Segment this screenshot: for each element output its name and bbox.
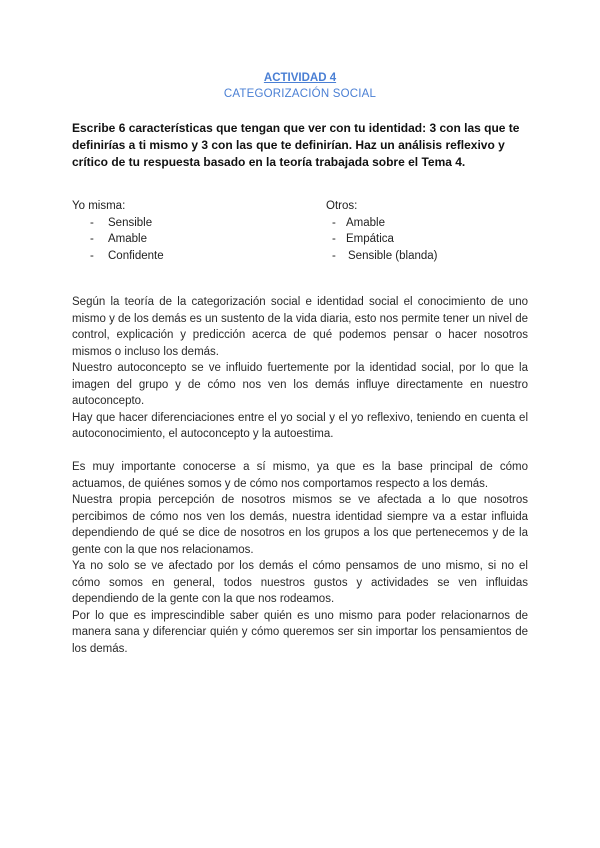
paragraph: Nuestra propia percepción de nosotros mismos se ve afectada a lo que nosotros percibimos de cómo nos ven los demás, nuestra identidad siempre va a estar influida dependiendo de qué se dice de nosotros en los grupos a los que pertenecemos y de la gente con la que nos relacionamos. [72,494,528,556]
paragraph: Hay que hacer diferenciaciones entre el yo social y el yo reflexivo, teniendo en cuenta el autoconocimiento, el autoconcepto y la autoestima. [72,411,528,440]
otros-heading: Otros: [326,200,358,212]
analysis-body [72,294,528,657]
list-item: - Amable [332,216,385,229]
activity-title: ACTIVIDAD 4 [263,72,337,84]
activity-subtitle: CATEGORIZACIÓN SOCIAL [223,88,377,100]
list-item: - Sensible [90,216,153,229]
list-item: - Empática [332,233,394,245]
list-item: - Sensible (blanda) [332,249,438,262]
characteristics-columns [72,198,528,268]
otros-list [326,215,526,265]
paragraph: Nuestro autoconcepto se ve influido fuertemente por la identidad social, por lo que la imagen del grupo y de cómo nos ven los demás influye directamente en nuestro autoconcepto. [72,362,528,407]
yo-misma-heading: Yo misma: [72,200,126,212]
list-item: - Confidente [90,249,164,262]
yo-misma-list [72,215,322,265]
document-header [0,70,600,102]
paragraph: Por lo que es imprescindible saber quién es uno mismo para poder relacionarnos de manera sana y diferenciar quién y cómo queremos ser sin importar los pensamientos de los demás. [72,609,528,655]
list-item: - Amable [90,233,147,245]
otros-column [326,198,526,264]
paragraph: Es muy importante conocerse a sí mismo, ya que es la base principal de cómo actuamos, de quiénes somos y de cómo nos comportamos respecto a los demás. [72,461,528,490]
paragraph: Ya no solo se ve afectado por los demás el cómo pensamos de uno mismo, si no el cómo somos en general, todos nuestros gustos y actividades se ven influidas dependiendo de la gente con la que nos rodeamos. [72,560,528,605]
instructions-text: Escribe 6 características que tengan que ver con tu identidad: 3 con las que te definirías a ti mismo y 3 con las que te definirían. Haz un análisis reflexivo y crítico de tu respuesta basado en la teoría trabajada sobre el Tema 4. [72,121,520,169]
paragraph: Según la teoría de la categorización social e identidad social el conocimiento de uno mismo y de los demás es un sustento de la vida diaria, esto nos permite tener un nivel de control, explicación y predicción acerca de qué podemos pensar o hacer nosotros mismos o incluso los demás. [72,296,528,358]
yo-misma-column [72,198,322,264]
